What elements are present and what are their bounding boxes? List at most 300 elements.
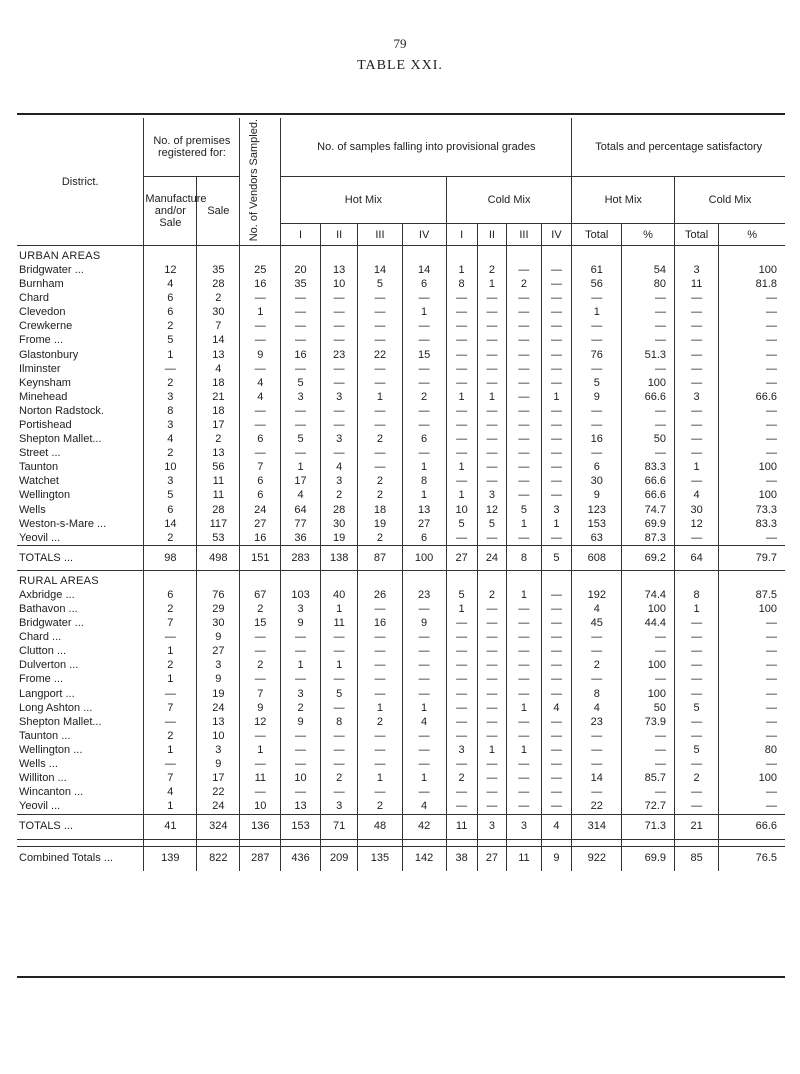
table-cell: 16 xyxy=(240,531,281,546)
table-cell: — xyxy=(719,418,785,432)
table-cell: 1 xyxy=(446,602,477,616)
rural-section-heading xyxy=(17,571,785,589)
table-row xyxy=(17,475,785,489)
table-cell xyxy=(320,571,358,589)
table-cell xyxy=(402,571,446,589)
table-cell: 11 xyxy=(320,617,358,631)
table-cell: 3 xyxy=(281,602,321,616)
table-cell: — xyxy=(675,306,719,320)
table-cell: — xyxy=(675,292,719,306)
page-number: 79 xyxy=(393,36,407,51)
district-name: Long Ashton ... xyxy=(19,701,93,714)
table-cell: — xyxy=(446,348,477,362)
table-cell: 5 xyxy=(144,489,197,503)
table-cell: — xyxy=(358,673,402,687)
table-cell: — xyxy=(477,617,507,631)
table-cell: — xyxy=(572,334,622,348)
table-cell: — xyxy=(281,673,321,687)
table-cell: — xyxy=(675,362,719,376)
district-name: Glastonbury xyxy=(19,348,79,361)
table-cell: — xyxy=(675,687,719,701)
table-cell: — xyxy=(719,376,785,390)
grading-table xyxy=(17,118,785,871)
table-cell: 73.3 xyxy=(719,503,785,517)
table-cell: 2 xyxy=(358,475,402,489)
table-cell: 5 xyxy=(572,376,622,390)
district-name: Shepton Mallet... xyxy=(19,433,102,446)
table-cell: 9 xyxy=(197,631,240,645)
table-cell: 77 xyxy=(281,517,321,531)
table-cell: — xyxy=(541,659,572,673)
table-cell: 61 xyxy=(572,263,622,277)
table-cell: 1 xyxy=(144,673,197,687)
table-cell: 16 xyxy=(358,617,402,631)
table-cell: 4 xyxy=(675,489,719,503)
table-cell: — xyxy=(507,687,541,701)
table-cell: 3 xyxy=(541,503,572,517)
table-cell: 2 xyxy=(197,292,240,306)
table-cell: 5 xyxy=(144,334,197,348)
table-cell: 324 xyxy=(197,814,240,839)
table-cell: — xyxy=(446,334,477,348)
table-cell: — xyxy=(358,757,402,771)
table-cell: 10 xyxy=(144,461,197,475)
table-cell: — xyxy=(446,673,477,687)
table-cell: 3 xyxy=(477,814,507,839)
table-cell: — xyxy=(358,602,402,616)
table-cell: 1 xyxy=(144,348,197,362)
table-cell: — xyxy=(402,659,446,673)
table-row xyxy=(17,786,785,800)
table-cell: 27 xyxy=(197,645,240,659)
district-name: Taunton ... xyxy=(19,729,71,742)
table-cell: — xyxy=(675,786,719,800)
table-cell: — xyxy=(675,617,719,631)
table-cell: — xyxy=(240,362,281,376)
table-cell: — xyxy=(358,362,402,376)
district-name: Watchet xyxy=(19,475,59,488)
table-cell: 1 xyxy=(402,701,446,715)
table-cell: — xyxy=(477,757,507,771)
table-cell: 5 xyxy=(675,701,719,715)
table-cell: 14 xyxy=(402,263,446,277)
table-cell: — xyxy=(507,531,541,546)
table-cell: 27 xyxy=(477,846,507,871)
table-cell: — xyxy=(144,757,197,771)
table-cell: 8 xyxy=(507,546,541,571)
table-cell: — xyxy=(402,602,446,616)
table-cell: 4 xyxy=(541,814,572,839)
table-cell: — xyxy=(240,292,281,306)
table-cell: — xyxy=(675,475,719,489)
table-cell: 83.3 xyxy=(622,461,675,475)
header-hot-percent: % xyxy=(622,224,675,246)
table-cell: — xyxy=(477,645,507,659)
table-cell: — xyxy=(402,292,446,306)
table-cell: 1 xyxy=(572,306,622,320)
table-cell: — xyxy=(719,404,785,418)
table-cell: 80 xyxy=(622,277,675,291)
table-cell: 9 xyxy=(281,617,321,631)
table-cell xyxy=(320,839,358,846)
table-cell xyxy=(281,839,321,846)
table-cell: — xyxy=(446,376,477,390)
district-name: TOTALS ... xyxy=(17,814,144,839)
table-body xyxy=(17,246,785,871)
table-cell: 28 xyxy=(197,503,240,517)
table-row xyxy=(17,306,785,320)
table-cell: 24 xyxy=(197,701,240,715)
table-cell: — xyxy=(358,292,402,306)
table-cell: 87.3 xyxy=(622,531,675,546)
table-cell: 24 xyxy=(477,546,507,571)
table-cell: 1 xyxy=(541,517,572,531)
table-cell: 12 xyxy=(477,503,507,517)
table-cell: — xyxy=(507,786,541,800)
table-cell: 13 xyxy=(402,503,446,517)
header-cold-grade-iv: IV xyxy=(541,224,572,246)
table-cell: — xyxy=(719,292,785,306)
table-cell: 11 xyxy=(507,846,541,871)
table-cell: 3 xyxy=(675,390,719,404)
table-cell: — xyxy=(281,320,321,334)
table-cell: 3 xyxy=(197,743,240,757)
table-cell xyxy=(144,839,197,846)
table-cell: 56 xyxy=(197,461,240,475)
table-cell xyxy=(197,246,240,264)
table-cell: 71 xyxy=(320,814,358,839)
table-cell: 3 xyxy=(507,814,541,839)
table-cell: 2 xyxy=(477,263,507,277)
table-cell: 6 xyxy=(240,489,281,503)
table-cell: 69.9 xyxy=(622,846,675,871)
table-row xyxy=(17,503,785,517)
table-cell: 9 xyxy=(572,390,622,404)
table-cell: 4 xyxy=(572,602,622,616)
table-cell: 8 xyxy=(446,277,477,291)
header-samples: No. of samples falling into provisional grades xyxy=(281,118,572,176)
table-cell: — xyxy=(541,475,572,489)
table-cell: 2 xyxy=(572,659,622,673)
district-name: Bridgwater ... xyxy=(19,263,84,276)
table-cell: 48 xyxy=(358,814,402,839)
table-cell xyxy=(507,571,541,589)
table-cell: 1 xyxy=(320,602,358,616)
table-cell: 12 xyxy=(240,715,281,729)
table-cell: — xyxy=(477,362,507,376)
table-cell xyxy=(358,571,402,589)
table-cell: — xyxy=(507,729,541,743)
header-hot-grade-iv: IV xyxy=(402,224,446,246)
urban-totals-row xyxy=(17,546,785,571)
table-cell: — xyxy=(358,334,402,348)
table-cell: — xyxy=(446,729,477,743)
table-cell: 5 xyxy=(281,433,321,447)
table-cell: — xyxy=(719,362,785,376)
table-row xyxy=(17,292,785,306)
table-cell: 153 xyxy=(281,814,321,839)
table-cell: — xyxy=(719,673,785,687)
table-cell: 1 xyxy=(446,263,477,277)
header-hot-grade-i: I xyxy=(281,224,321,246)
table-cell: — xyxy=(541,489,572,503)
table-cell: — xyxy=(507,757,541,771)
table-cell: 1 xyxy=(240,743,281,757)
table-cell: 9 xyxy=(240,701,281,715)
table-cell: 1 xyxy=(446,461,477,475)
table-cell: — xyxy=(446,306,477,320)
table-cell: — xyxy=(446,418,477,432)
table-cell: 5 xyxy=(507,503,541,517)
district-name: Keynsham xyxy=(19,376,71,389)
table-row xyxy=(17,376,785,390)
table-cell: 66.6 xyxy=(719,814,785,839)
table-cell: 4 xyxy=(402,800,446,815)
district-name: Axbridge ... xyxy=(19,588,75,601)
table-cell: — xyxy=(507,306,541,320)
table-cell: 100 xyxy=(719,772,785,786)
district-name: Yeovil ... xyxy=(19,531,61,544)
table-cell: 1 xyxy=(144,800,197,815)
table-cell xyxy=(719,839,785,846)
table-cell: 6 xyxy=(144,503,197,517)
table-cell: 192 xyxy=(572,588,622,602)
table-cell: — xyxy=(719,306,785,320)
table-cell: 35 xyxy=(281,277,321,291)
table-cell: — xyxy=(446,362,477,376)
table-cell: 21 xyxy=(197,390,240,404)
table-cell: 2 xyxy=(320,489,358,503)
table-row xyxy=(17,757,785,771)
district-name: Clevedon xyxy=(19,306,66,319)
table-row xyxy=(17,334,785,348)
table-cell: — xyxy=(358,786,402,800)
table-cell: 76 xyxy=(197,588,240,602)
table-cell: 85.7 xyxy=(622,772,675,786)
table-cell: — xyxy=(507,362,541,376)
table-cell: 9 xyxy=(281,715,321,729)
header-totals-hot-mix: Hot Mix xyxy=(572,176,675,224)
table-cell: — xyxy=(281,786,321,800)
table-cell: — xyxy=(622,404,675,418)
table-cell: — xyxy=(281,418,321,432)
table-cell: — xyxy=(320,631,358,645)
table-cell: 283 xyxy=(281,546,321,571)
rural-totals-row xyxy=(17,814,785,839)
header-cold-percent: % xyxy=(719,224,785,246)
table-cell: 2 xyxy=(358,800,402,815)
table-cell: 26 xyxy=(358,588,402,602)
table-cell: — xyxy=(358,631,402,645)
table-cell: 2 xyxy=(144,376,197,390)
table-cell: 9 xyxy=(197,757,240,771)
table-cell: — xyxy=(446,475,477,489)
table-cell: 5 xyxy=(358,277,402,291)
table-cell: 6 xyxy=(572,461,622,475)
table-cell: 100 xyxy=(402,546,446,571)
table-row xyxy=(17,531,785,546)
district-name: Clutton ... xyxy=(19,645,67,658)
table-cell: — xyxy=(358,687,402,701)
table-cell: — xyxy=(477,772,507,786)
header-sale: Sale xyxy=(197,176,240,246)
table-cell: — xyxy=(675,659,719,673)
table-cell: — xyxy=(541,602,572,616)
table-row xyxy=(17,263,785,277)
table-cell: 5 xyxy=(675,743,719,757)
district-name: TOTALS ... xyxy=(17,546,144,571)
table-cell: 7 xyxy=(144,772,197,786)
table-cell: — xyxy=(446,617,477,631)
urban-section-heading xyxy=(17,246,785,264)
table-cell: — xyxy=(541,772,572,786)
table-cell: 45 xyxy=(572,617,622,631)
table-cell: — xyxy=(541,687,572,701)
table-cell: — xyxy=(477,461,507,475)
table-cell: — xyxy=(572,743,622,757)
table-cell: — xyxy=(507,418,541,432)
table-cell: 2 xyxy=(144,659,197,673)
table-cell: — xyxy=(541,673,572,687)
table-cell: 10 xyxy=(320,277,358,291)
table-cell: — xyxy=(675,531,719,546)
table-cell: — xyxy=(675,334,719,348)
table-cell: — xyxy=(446,531,477,546)
table-cell: — xyxy=(675,433,719,447)
table-cell: 1 xyxy=(477,277,507,291)
table-cell: — xyxy=(541,447,572,461)
table-cell: 6 xyxy=(144,588,197,602)
table-cell: 12 xyxy=(144,263,197,277)
table-cell: — xyxy=(240,418,281,432)
table-cell: — xyxy=(402,673,446,687)
table-cell: 123 xyxy=(572,503,622,517)
district-name: Frome ... xyxy=(19,334,64,347)
table-cell: 74.4 xyxy=(622,588,675,602)
table-cell: 67 xyxy=(240,588,281,602)
table-cell: 4 xyxy=(197,362,240,376)
table-cell: — xyxy=(572,673,622,687)
table-cell xyxy=(572,571,622,589)
table-cell: — xyxy=(719,320,785,334)
table-cell: — xyxy=(240,631,281,645)
table-cell: 1 xyxy=(507,701,541,715)
table-cell: — xyxy=(507,461,541,475)
table-cell: — xyxy=(144,631,197,645)
table-cell: — xyxy=(622,631,675,645)
table-cell: 2 xyxy=(281,701,321,715)
header-hot-total: Total xyxy=(572,224,622,246)
table-cell: 100 xyxy=(719,489,785,503)
table-cell: 8 xyxy=(572,687,622,701)
table-cell: 100 xyxy=(719,461,785,475)
table-cell: 69.2 xyxy=(622,546,675,571)
table-cell: — xyxy=(320,645,358,659)
table-cell: — xyxy=(507,475,541,489)
table-cell: 1 xyxy=(477,743,507,757)
table-cell: 80 xyxy=(719,743,785,757)
table-cell: — xyxy=(719,757,785,771)
table-cell: 1 xyxy=(358,772,402,786)
table-cell: — xyxy=(572,786,622,800)
table-cell: — xyxy=(402,418,446,432)
table-cell xyxy=(402,839,446,846)
table-row xyxy=(17,489,785,503)
header-cold-grade-i: I xyxy=(446,224,477,246)
table-cell: — xyxy=(320,786,358,800)
table-cell: — xyxy=(541,292,572,306)
table-cell: 66.6 xyxy=(719,390,785,404)
table-cell: — xyxy=(477,729,507,743)
table-cell: 66.6 xyxy=(622,390,675,404)
table-cell: 1 xyxy=(402,489,446,503)
table-cell: — xyxy=(320,362,358,376)
table-cell: — xyxy=(446,800,477,815)
table-cell: — xyxy=(402,631,446,645)
table-cell: 28 xyxy=(320,503,358,517)
table-cell: 13 xyxy=(197,348,240,362)
table-cell: — xyxy=(320,729,358,743)
table-cell: 13 xyxy=(197,447,240,461)
table-cell: 5 xyxy=(281,376,321,390)
table-cell: — xyxy=(541,334,572,348)
table-cell: — xyxy=(402,729,446,743)
table-cell xyxy=(572,839,622,846)
table-cell: — xyxy=(719,800,785,815)
table-cell: 40 xyxy=(320,588,358,602)
table-cell: — xyxy=(719,617,785,631)
district-name: Langport ... xyxy=(19,687,75,700)
table-cell: — xyxy=(541,376,572,390)
table-cell: — xyxy=(622,362,675,376)
table-cell: — xyxy=(622,673,675,687)
spacer-row xyxy=(17,839,785,846)
table-cell xyxy=(197,571,240,589)
table-cell: — xyxy=(541,433,572,447)
table-cell: — xyxy=(541,588,572,602)
table-cell: 7 xyxy=(197,320,240,334)
table-cell: 4 xyxy=(240,376,281,390)
table-row xyxy=(17,588,785,602)
table-cell: 4 xyxy=(240,390,281,404)
table-cell: 85 xyxy=(675,846,719,871)
table-cell: 29 xyxy=(197,602,240,616)
table-cell: 9 xyxy=(402,617,446,631)
table-cell: 27 xyxy=(240,517,281,531)
table-cell: 135 xyxy=(358,846,402,871)
table-cell: 138 xyxy=(320,546,358,571)
table-cell: 2 xyxy=(358,531,402,546)
table-cell: 63 xyxy=(572,531,622,546)
table-cell: 1 xyxy=(358,701,402,715)
table-cell: 11 xyxy=(240,772,281,786)
table-cell: — xyxy=(507,390,541,404)
table-cell xyxy=(622,246,675,264)
table-cell: 17 xyxy=(281,475,321,489)
table-cell: — xyxy=(477,631,507,645)
table-cell: 1 xyxy=(144,743,197,757)
table-cell: 1 xyxy=(675,461,719,475)
table-row xyxy=(17,772,785,786)
table-cell xyxy=(477,839,507,846)
table-cell: 53 xyxy=(197,531,240,546)
table-cell: 30 xyxy=(572,475,622,489)
table-cell: 1 xyxy=(507,517,541,531)
table-cell: — xyxy=(281,334,321,348)
table-cell: 10 xyxy=(197,729,240,743)
table-cell: 2 xyxy=(144,531,197,546)
table-cell: — xyxy=(446,292,477,306)
